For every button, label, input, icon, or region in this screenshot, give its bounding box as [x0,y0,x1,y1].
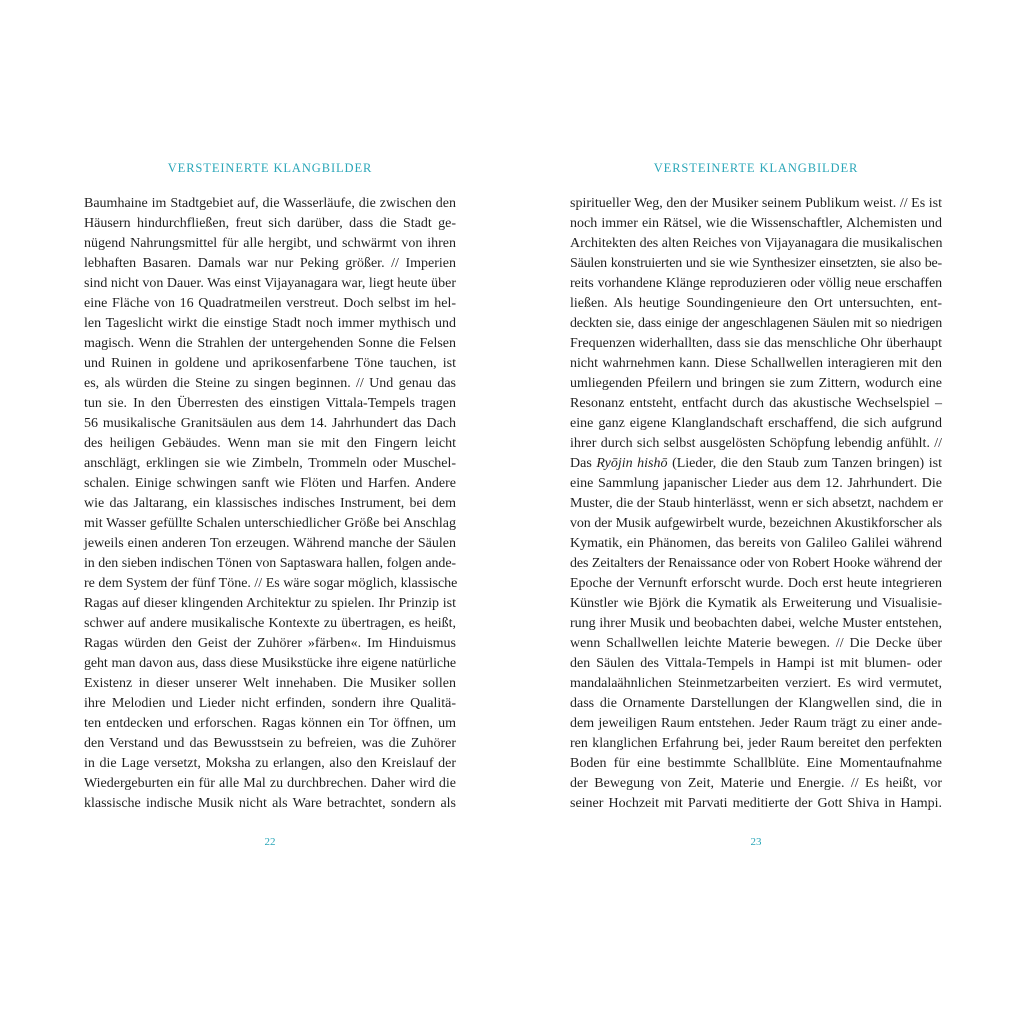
text-line: deckten sie, dass einige der angeschlagenen Säulen mit so niedrigen [570,316,942,331]
text-line: nügend Nahrungsmittel für alle hergibt, und schwärmt von ihren [84,236,456,251]
text-line: von der Musik aufgewirbelt wurde, bezeichnen Akustikforscher als [570,516,942,531]
text-line: tun sie. In den Überresten des einstigen Vittala-Tempels tragen [84,396,456,411]
text-line: Baumhaine im Stadtgebiet auf, die Wasserläufe, die zwischen den [84,196,456,211]
text-line: ließen. Als heutige Soundingenieure den Ort untersuchten, ent- [570,296,942,311]
text-line: ten entdecken und erforschen. Ragas können ein Tor öffnen, um [84,716,456,731]
text-line: Architekten des alten Reiches von Vijayanagara die musikalischen [570,236,943,251]
text-line: magisch. Wenn die Strahlen der untergehenden Sonne die Felsen [84,336,456,351]
text-line: Ragas würden den Geist der Zuhörer »färben«. Im Hinduismus [84,636,456,651]
text-line: eine Fläche von 16 Quadratmeilen verstreut. Doch selbst im hel- [84,296,456,311]
body-text [570,194,942,814]
text-line: mit Wasser gefüllte Schalen unterschiedlicher Größe bei Anschlag [84,516,456,531]
text-line: den Verstand und das Bewusstsein zu befreien, was die Zuhörer [84,736,456,751]
text-line: ihre Melodien und Lieder nicht erfinden, sondern ihre Qualitä- [84,696,456,711]
text-line: in den sieben indischen Tönen von Saptaswara hallen, folgen ande- [84,556,456,571]
text-line: mandalaähnlichen Steinmetzarbeiten verziert. Es wird vermutet, [570,676,942,691]
text-line: 56 musikalische Granitsäulen aus dem 14. Jahrhundert das Dach [84,416,456,431]
text-line: ren klanglichen Erfahrung bei, jeder Raum bereitet den perfekten [570,736,942,751]
text-line: eine ganz eigene Klanglandschaft erschaffend, die sich aufgrund [570,416,942,431]
text-line: schalen. Einige schwingen sanft wie Flöten und Harfen. Andere [84,476,456,491]
text-line: spiritueller Weg, den der Musiker seinem Publikum weist. // Es ist [570,196,942,211]
text-line: len Tageslicht wirkt die einstige Stadt noch immer mythisch und [84,316,456,331]
text-line: Künstler wie Björk die Kymatik als Erweiterung und Visualisie- [570,596,942,611]
text-line: anschlägt, erklingen sie wie Zimbeln, Trommeln oder Muschel- [84,456,456,471]
text-line: rung ihrer Musik und beobachten dabei, welche Muster entstehen, [570,616,942,631]
body-text [84,194,456,814]
right-page [570,0,942,1024]
text-line: in die Lage versetzt, Moksha zu erlangen, also den Kreislauf der [84,756,456,771]
text-line: der Bewegung von Zeit, Materie und Energie. // Es heißt, vor [570,776,942,791]
running-head: VERSTEINERTE KLANGBILDER [167,161,373,175]
page-number: 23 [750,836,762,848]
text-line: wie das Jaltarang, ein klassisches indisches Instrument, bei dem [84,496,456,511]
text-line: Säulen konstruierten und sie wie Synthesizer einsetzten, sie also be- [570,256,942,271]
text-line: dass die Ornamente Darstellungen der Klangwellen sind, die in [570,696,942,711]
text-line: jeweils einen anderen Ton erzeugen. Während manche der Säulen [84,536,456,551]
text-line: nicht wahrnehmen kann. Diese Schallwellen interagieren mit den [570,356,942,371]
text-line: des heiligen Gebäudes. Wenn man sie mit den Fingern leicht [84,436,456,451]
text-line: lebhaften Basaren. Damals war nur Peking größer. // Imperien [84,256,456,271]
text-line: Kymatik, ein Phänomen, das bereits von Galileo Galilei während [570,536,942,551]
text-line: wenn Schallwellen leichte Materie bewegen. // Die Decke über [570,636,942,651]
text-line: Wiedergeburten ein für alle Mal zu durchbrechen. Daher wird die [84,776,456,791]
text-line: Muster, die der Staub hinterlässt, wenn er sich absetzt, nachdem er [570,496,944,511]
text-line: re dem System der fünf Töne. // Es wäre sogar möglich, klassische [84,576,458,591]
text-line: eine Sammlung japanischer Lieder aus dem 12. Jahrhundert. Die [570,476,942,491]
text-line: Boden für eine bestimmte Schallblüte. Eine Momentaufnahme [570,756,942,771]
text-line: ihrer durch sich selbst ausgelösten Schöpfung lebendig anfühlt. // [570,436,942,451]
text-line: geht man davon aus, dass diese Musikstücke ihre eigene natürliche [84,656,456,671]
text-segment: Das [570,456,597,471]
page-number: 22 [264,836,276,848]
text-line: dem jeweiligen Raum entstehen. Jeder Raum trägt zu einer ande- [570,716,942,731]
text-line: Häusern hindurchfließen, freut sich darüber, dass die Stadt ge- [84,216,456,231]
text-line: Ragas auf dieser klingenden Architektur zu spielen. Ihr Prinzip ist [84,596,456,611]
text-line: Epoche der Vernunft erforscht wurde. Doch erst heute integrieren [570,576,942,591]
text-line: Existenz in dieser unserer Welt innehaben. Die Musiker sollen [84,676,456,691]
text-line: es, als würden die Steine zu singen beginnen. // Und genau das [84,376,456,391]
running-head: VERSTEINERTE KLANGBILDER [653,161,859,175]
left-page [84,0,456,1024]
text-line: sind nicht von Dauer. Was einst Vijayanagara war, liegt heute über [84,276,456,291]
text-line: umliegenden Pfeilern und bringen sie zum Zittern, wodurch eine [570,376,942,391]
text-line: reits vorhandene Klänge reproduzieren oder völlig neue erschaffen [570,276,942,291]
text-line [570,454,942,474]
text-line: Resonanz entsteht, entfacht durch das akustische Wechselspiel – [570,396,942,411]
text-segment: (Lieder, die den Staub zum Tanzen bringen) ist [667,456,942,471]
text-line: des Zeitalters der Renaissance oder von Robert Hooke während der [570,556,942,571]
text-line: und Ruinen in goldene und aprikosenfarbene Töne tauchen, ist [84,356,456,371]
text-line: schwer auf andere musikalische Kontexte zu übertragen, es heißt, [84,616,456,631]
italic-title: Ryōjin hishō [596,456,668,471]
text-line: klassische indische Musik nicht als Ware betrachtet, sondern als [84,796,456,811]
text-line: Frequenzen widerhallten, dass sie das menschliche Ohr überhaupt [570,336,942,351]
text-line: seiner Hochzeit mit Parvati meditierte der Gott Shiva in Hampi. [570,796,942,811]
text-line: noch immer ein Rätsel, wie die Wissenschaftler, Alchemisten und [570,216,942,231]
text-line: den Säulen des Vittala-Tempels in Hampi ist mit blumen- oder [570,656,942,671]
